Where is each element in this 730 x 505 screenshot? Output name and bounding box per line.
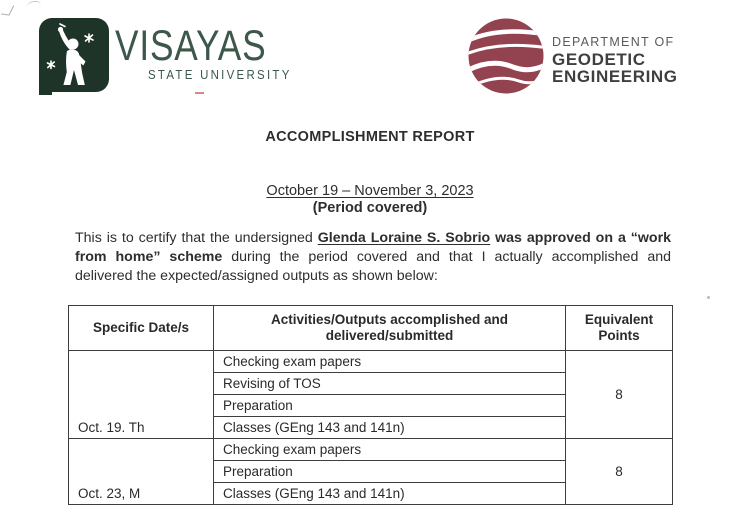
- pencil-mark: [1, 4, 14, 15]
- dept-line3: ENGINEERING: [552, 66, 678, 86]
- vsu-figure-icon: [37, 18, 109, 101]
- date-cell-oct19: Oct. 19. Th: [69, 351, 214, 439]
- intro-part2: was approved on a “work from home” scheme: [75, 230, 671, 265]
- geodetic-department-logo: [467, 17, 678, 100]
- activity-cell: Checking exam papers: [214, 439, 566, 461]
- col-header-date: Specific Date/s: [69, 306, 214, 351]
- table-row: [69, 439, 673, 461]
- dept-text-block: [552, 33, 678, 85]
- intro-part1: This is to certify that the undersigned: [75, 230, 318, 246]
- geodetic-globe-icon: [467, 17, 545, 100]
- vsu-logo: [37, 18, 311, 101]
- activity-cell: Classes (GEng 143 and 141n): [214, 417, 566, 439]
- certification-paragraph: [75, 229, 671, 286]
- points-cell-oct23: 8: [566, 439, 673, 505]
- dept-line1: DEPARTMENT OF: [552, 34, 675, 49]
- col-header-points: Equivalent Points: [566, 306, 673, 351]
- period-block: [0, 183, 730, 216]
- vsu-subtitle: STATE UNIVERSITY: [148, 67, 292, 82]
- pencil-mark: [26, 0, 41, 11]
- activity-cell: Preparation: [214, 461, 566, 483]
- red-pen-mark: [195, 92, 204, 94]
- activity-cell: Classes (GEng 143 and 141n): [214, 483, 566, 505]
- period-label: (Period covered): [312, 200, 428, 216]
- accomplishment-table-wrap: [68, 305, 673, 505]
- scan-speck: [707, 296, 710, 299]
- vsu-wordmark-block: [115, 18, 311, 82]
- vsu-wordmark: VISAYAS: [115, 22, 267, 70]
- accomplishment-table: [68, 305, 673, 505]
- table-header-row: [69, 306, 673, 351]
- period-dates: October 19 – November 3, 2023: [266, 183, 474, 199]
- col-header-activities: Activities/Outputs accomplished and delivered/submitted: [214, 306, 566, 351]
- activity-cell: Preparation: [214, 395, 566, 417]
- dept-line2: GEODETIC: [552, 49, 646, 69]
- table-row: [69, 351, 673, 373]
- intro-part3: during the period covered and that I actually accomplished and delivered the expected/assigned outputs as shown below:: [75, 249, 671, 284]
- activity-cell: Checking exam papers: [214, 351, 566, 373]
- activity-cell: Revising of TOS: [214, 373, 566, 395]
- date-cell-oct23: Oct. 23, M: [69, 439, 214, 505]
- page-title: ACCOMPLISHMENT REPORT: [265, 129, 475, 145]
- points-cell-oct19: 8: [566, 351, 673, 439]
- employee-name: Glenda Loraine S. Sobrio: [317, 230, 491, 246]
